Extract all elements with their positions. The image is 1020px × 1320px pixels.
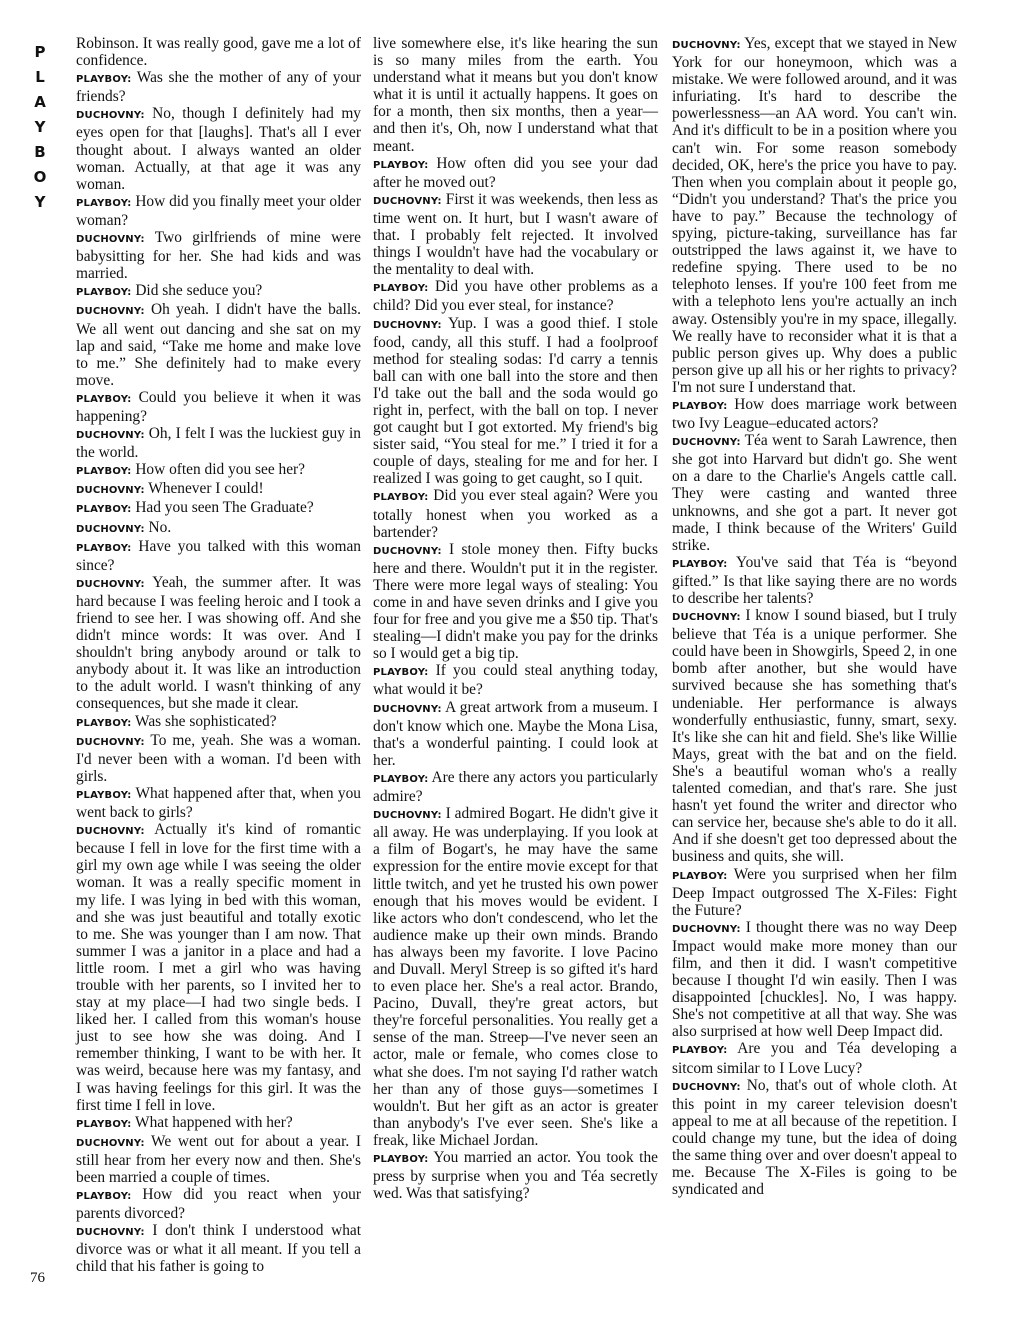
interview-paragraph	[76, 1114, 361, 1133]
speaker-label: PLAYBOY:	[373, 283, 429, 295]
page-number: 76	[30, 1270, 45, 1286]
paragraph-text: To me, yeah. She was a woman. I'd never been with a woman. I'd been with girls.	[76, 731, 361, 785]
interview-paragraph	[672, 1040, 957, 1076]
paragraph-text: I thought there was no way Deep Impact would make more money than our film, and then it did. I wasn't competitive because I thought I'd win easily. Then I was disappointed [chuckles]. No, I was happy. She's not competitive at all that way. She was also surprised at how well Deep Impact did.	[672, 918, 957, 1041]
interview-paragraph	[76, 105, 361, 192]
text-column-3	[672, 35, 957, 1198]
interview-paragraph	[76, 480, 361, 499]
interview-paragraph	[76, 1186, 361, 1222]
interview-paragraph	[672, 866, 957, 919]
interview-paragraph	[76, 389, 361, 425]
paragraph-text: Oh yeah. I didn't have the balls. We all went out dancing and she sat on my lap and said, “Take me home and make love to me.” She definitely had to make every move.	[76, 301, 361, 389]
interview-paragraph	[373, 487, 658, 540]
paragraph-text: I stole money then. Fifty bucks here and there. Wouldn't put it in the register. There were more legal ways of stealing: You come in and have seven drinks and I give you four for free and you give me a $50 tip. That's stealing—I didn't make you pay for the drinks so I would get a big tip.	[373, 540, 658, 663]
paragraph-text: How did you react when your parents divorced?	[76, 1186, 361, 1223]
speaker-label: DUCHOVNY:	[373, 319, 442, 331]
speaker-label: DUCHOVNY:	[76, 578, 145, 590]
speaker-label: PLAYBOY:	[373, 492, 429, 504]
paragraph-text: Oh, I felt I was the luckiest guy in the world.	[76, 425, 361, 462]
paragraph-text: Have you talked with this woman since?	[76, 537, 361, 574]
interview-paragraph	[672, 1077, 957, 1199]
paragraph-text: live somewhere else, it's like hearing the sun is so many miles from the earth. You understand what it means but you don't know what it is until it actually happens. It goes on for a month, then six months, then a year—and then it's, Oh, now I understand what that meant.	[373, 35, 658, 155]
speaker-label: DUCHOVNY:	[373, 810, 442, 822]
sidebar-letter: B	[34, 143, 46, 161]
paragraph-text: How did you finally meet your older woman?	[76, 192, 361, 229]
paragraph-text: Are there any actors you particularly admire?	[373, 768, 658, 806]
speaker-label: PLAYBOY:	[373, 773, 429, 785]
text-column-2	[373, 35, 658, 1202]
interview-paragraph	[76, 1222, 361, 1275]
interview-paragraph	[76, 425, 361, 461]
interview-paragraph	[76, 713, 361, 732]
paragraph-text: Yes, except that we stayed in New York for our honeymoon, which was a mistake. We were followed around, and it was infuriating. It's hard to describe the powerlessness—an AA word. You can't win. And it's difficult to be in a position where you can't win. For some reason somebody decided, OK, here's the price you have to pay. Then when you complain about it people go, “Didn't you understand? That's the price you have to pay.” Because the technology of spying, picture-taking, surveillance has far outstripped the laws against it, we have to redefine spying. There used to be no telephoto lenses. If you're 100 feet from me with a telephoto lens you're actually an inch away. Ostensibly you're in my space, illegally. We really have to reconsider what it is that a public person gives up. Why does a public person give up all his or her rights to privacy? I'm not sure I understand that.	[672, 35, 958, 396]
paragraph-text: Was she sophisticated?	[131, 712, 277, 730]
paragraph-text: Were you surprised when her film Deep Impact outgrossed The X-Files: Fight the Future?	[672, 865, 957, 919]
paragraph-text: You married an actor. You took the press by surprise when you and Téa secretly wed. Was that satisfying?	[373, 1149, 658, 1203]
interview-paragraph	[76, 538, 361, 574]
paragraph-text: What happened with her?	[131, 1113, 293, 1131]
speaker-label: DUCHOVNY:	[672, 40, 741, 51]
sidebar-letter: Y	[34, 193, 46, 211]
interview-paragraph	[373, 191, 658, 278]
interview-paragraph	[672, 396, 957, 432]
interview-paragraph	[373, 662, 658, 698]
interview-paragraph	[373, 805, 658, 1149]
speaker-label: PLAYBOY:	[76, 466, 132, 478]
speaker-label: PLAYBOY:	[672, 400, 728, 412]
paragraph-text: No.	[144, 518, 172, 536]
paragraph-text: We went out for about a year. I still hear from her every now and then. She's been married a couple of times.	[76, 1132, 361, 1186]
paragraph-text: You've said that Téa is “beyond gifted.” Is that like saying there are no words to describe her talents?	[672, 553, 957, 607]
speaker-label: DUCHOVNY:	[672, 923, 741, 935]
paragraph-text: No, though I definitely had my eyes open for that [laughs]. That's all I ever thought about. I always wanted an older woman. Actually, at that age it was any woman.	[76, 105, 361, 193]
speaker-label: PLAYBOY:	[76, 287, 132, 299]
paragraph-text: How often did you see your dad after he moved out?	[373, 154, 658, 191]
paragraph-text: How often did you see her?	[131, 461, 305, 479]
speaker-label: DUCHOVNY:	[672, 1081, 741, 1093]
interview-paragraph	[76, 461, 361, 480]
speaker-label: PLAYBOY:	[76, 1191, 132, 1203]
paragraph-text: If you could steal anything today, what would it be?	[373, 662, 658, 699]
speaker-label: DUCHOVNY:	[76, 826, 145, 838]
interview-paragraph	[76, 574, 361, 713]
interview-paragraph	[76, 499, 361, 518]
interview-paragraph	[76, 282, 361, 301]
paragraph-text: Two girlfriends of mine were babysitting for her. She had kids and was married.	[76, 229, 361, 283]
speaker-label: PLAYBOY:	[672, 870, 728, 882]
interview-paragraph	[672, 35, 957, 396]
sidebar-letter: L	[35, 68, 45, 86]
interview-paragraph	[76, 732, 361, 785]
interview-paragraph	[672, 432, 957, 554]
interview-paragraph	[373, 1149, 658, 1202]
speaker-label: PLAYBOY:	[672, 1045, 728, 1057]
speaker-label: DUCHOVNY:	[76, 485, 145, 497]
interview-paragraph	[373, 155, 658, 191]
speaker-label: PLAYBOY:	[373, 667, 429, 679]
paragraph-text: Was she the mother of any of your friends?	[76, 69, 361, 106]
interview-paragraph	[373, 278, 658, 314]
paragraph-text: Whenever I could!	[144, 480, 264, 498]
speaker-label: DUCHOVNY:	[76, 110, 145, 122]
magazine-name-vertical	[22, 40, 58, 215]
interview-paragraph	[76, 785, 361, 821]
speaker-label: DUCHOVNY:	[76, 430, 145, 442]
interview-paragraph	[373, 769, 658, 805]
speaker-label: DUCHOVNY:	[76, 1137, 145, 1149]
speaker-label: PLAYBOY:	[76, 542, 132, 554]
paragraph-text: A great artwork from a museum. I don't know which one. Maybe the Mona Lisa, that's a wonderful painting. I could look at her.	[373, 698, 658, 769]
interview-paragraph	[76, 1133, 361, 1186]
speaker-label: DUCHOVNY:	[672, 612, 741, 624]
speaker-label: PLAYBOY:	[373, 159, 429, 171]
paragraph-text: Did you ever steal again? Were you totally honest when you worked as a bartender?	[373, 487, 658, 541]
speaker-label: DUCHOVNY:	[373, 703, 442, 715]
paragraph-text: I don't think I understood what divorce was or what it all meant. If you tell a child that his father is going to	[76, 1222, 361, 1276]
paragraph-text: Are you and Téa developing a sitcom similar to I Love Lucy?	[672, 1040, 957, 1077]
speaker-label: DUCHOVNY:	[76, 523, 145, 535]
speaker-label: PLAYBOY:	[76, 197, 132, 209]
interview-paragraph	[76, 35, 361, 69]
interview-paragraph	[76, 821, 361, 1114]
interview-paragraph	[76, 69, 361, 105]
speaker-label: DUCHOVNY:	[373, 195, 442, 207]
speaker-label: DUCHOVNY:	[76, 234, 145, 246]
text-column-1	[76, 35, 361, 1276]
interview-paragraph	[76, 301, 361, 388]
interview-paragraph	[76, 193, 361, 229]
paragraph-text: I know I sound biased, but I truly believe that Téa is a unique performer. She could have been in Showgirls, Speed 2, in one bomb after another, but she would have survived because she has something that's undeniable. Her performance is always wonderfully enthusiastic, funny, smart, sexy. It's like she can hit and field. She's like Willie Mays, great with the bat and on the field. She's a beautiful woman who's a really talented comedian, and that's rare. She just hasn't yet found the writer and director who can service her, because she's able to do it all. And if she doesn't get too depressed about the business and quits, she will.	[672, 607, 957, 866]
paragraph-text: Téa went to Sarah Lawrence, then she got into Harvard but didn't go. She went on a dare to the Charlie's Angels cattle call. They were casting and wanted three unknowns, and she got a part. It never got made, I think because of the Writers' Guild strike.	[672, 432, 957, 554]
speaker-label: PLAYBOY:	[672, 558, 728, 570]
interview-paragraph	[672, 919, 957, 1041]
sidebar-letter: Y	[34, 118, 46, 136]
interview-paragraph	[672, 554, 957, 607]
interview-paragraph	[373, 35, 658, 155]
paragraph-text: First it was weekends, then less as time went on. It hurt, but I wasn't aware of that. I probably felt rejected. It involved things I wouldn't have had the vocabulary or the mentality to deal with.	[373, 190, 658, 279]
paragraph-text: What happened after that, when you went back to girls?	[76, 784, 361, 822]
interview-paragraph	[373, 315, 658, 488]
speaker-label: DUCHOVNY:	[672, 437, 741, 449]
speaker-label: PLAYBOY:	[373, 1154, 429, 1165]
interview-paragraph	[373, 699, 658, 769]
speaker-label: DUCHOVNY:	[76, 1227, 145, 1239]
speaker-label: PLAYBOY:	[76, 504, 132, 516]
sidebar-letter: O	[33, 168, 47, 186]
interview-paragraph	[672, 607, 957, 865]
speaker-label: PLAYBOY:	[76, 1118, 132, 1130]
paragraph-text: Robinson. It was really good, gave me a lot of confidence.	[76, 35, 361, 70]
speaker-label: PLAYBOY:	[76, 393, 132, 405]
paragraph-text: I admired Bogart. He didn't give it all away. He was underplaying. If you look at a film of Bogart's, he may have the same expression for the entire movie except for that little twitch, and yet he trusted his own power enough that his moves would be evident. I like actors who don't condescend, who let the audience make up their own minds. Brando has always been my favorite. I love Pacino and Duvall. Meryl Streep is so gifted it's hard to even place her. She's a real actor. Brando, Pacino, Duvall, they're great actors, but they're forceful personalities. You really get a sense of the man. Streep—I've never seen an actor, male or female, who comes close to what she does. I'm not saying I'd rather watch her than any of those guys—sometimes I wouldn't. But her gift as an actor is greater than anybody's I've ever seen. She's like a freak, like Michael Jordan.	[373, 805, 658, 1149]
paragraph-text: Did she seduce you?	[131, 282, 263, 300]
speaker-label: PLAYBOY:	[76, 717, 132, 729]
speaker-label: PLAYBOY:	[76, 74, 132, 86]
paragraph-text: Had you seen The Graduate?	[131, 499, 314, 517]
speaker-label: DUCHOVNY:	[373, 545, 442, 557]
sidebar-letter: P	[34, 43, 46, 61]
paragraph-text: Actually it's kind of romantic because I fell in love for the first time with a girl my own age while I was seeing the older woman. It was a really specific moment in my life. I was lying in bed with this woman, and she was just beautiful and totally exotic to me. She was younger than I am now. That summer I was a janitor in a place and had a little room. I met a girl who was having trouble with her parents, so I invited her to stay at my place—I had two single beds. I liked her. I called from this woman's house just to see how she was doing. And I remember thinking, I want to be with her. It was weird, because here was my fantasy, and I was having feelings for this girl. It was the first time I fell in love.	[76, 821, 361, 1114]
sidebar-letter: A	[34, 93, 46, 111]
interview-paragraph	[373, 541, 658, 663]
speaker-label: DUCHOVNY:	[76, 306, 145, 318]
paragraph-text: Did you have other problems as a child? Did you ever steal, for instance?	[373, 278, 658, 315]
speaker-label: PLAYBOY:	[76, 789, 132, 801]
paragraph-text: How does marriage work between two Ivy League–educated actors?	[672, 395, 957, 433]
interview-paragraph	[76, 519, 361, 538]
paragraph-text: Yeah, the summer after. It was hard because I was feeling heroic and I took a friend to see her. I was showing off. And she didn't mince words: It was over. And I shouldn't bring anybody around or talk to anybody about it. It was like an introduction to the adult world. I wasn't thinking of any consequences, but she made it clear.	[76, 573, 361, 713]
speaker-label: DUCHOVNY:	[76, 736, 145, 748]
paragraph-text: No, that's out of whole cloth. At this point in my career television doesn't appeal to me at all because of the repetition. I could change my tune, but the idea of doing the same thing over and over doesn't appeal to me. Because The X-Files is going to be syndicated and	[672, 1076, 957, 1199]
interview-paragraph	[76, 229, 361, 282]
paragraph-text: Yup. I was a good thief. I stole food, candy, all this stuff. I had a foolproof method for stealing sodas: I'd carry a tennis ball can with one ball into the store and then I'd take out the ball and the soda would go right in, perfect, with the ball on top. I never got caught but I got extorted. My friend's big sister said, “You steal for me.” I tried it for a couple of days, stealing for me and for her. I realized I was going to get caught, so I quit.	[373, 314, 658, 488]
paragraph-text: Could you believe it when it was happening?	[76, 388, 361, 425]
